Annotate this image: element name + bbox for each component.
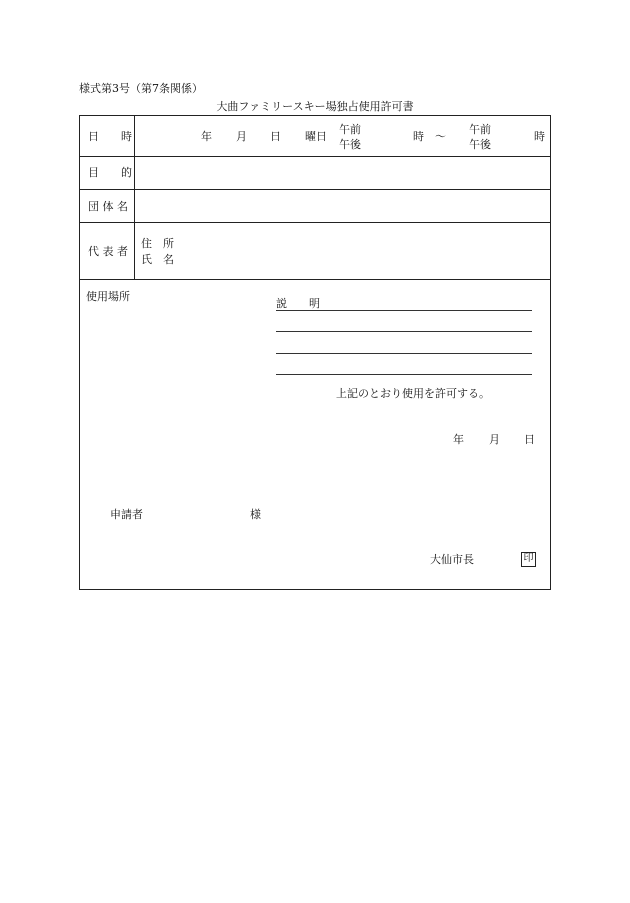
range-tilde: ～ (435, 130, 446, 143)
row-divider (80, 222, 550, 223)
year-unit: 年 (201, 130, 212, 143)
row-divider (80, 156, 550, 157)
seal-mark: 印 (521, 552, 536, 567)
label-column-divider (134, 116, 135, 279)
honorific-sama: 様 (250, 508, 261, 521)
purpose-label: 目 的 (88, 166, 132, 179)
document-title: 大曲ファミリースキー場独占使用許可書 (216, 100, 414, 113)
start-hour-unit: 時 (413, 130, 424, 143)
form-number: 様式第3号（第7条関係） (79, 82, 203, 95)
explanation-line (276, 310, 532, 311)
day-unit: 日 (270, 130, 281, 143)
place-label: 使用場所 (86, 290, 130, 303)
end-pm-label: 午後 (469, 138, 491, 151)
permission-statement: 上記のとおり使用を許可する。 (336, 387, 490, 400)
explanation-label: 説 明 (276, 297, 320, 310)
issue-year-unit: 年 (453, 433, 464, 446)
address-label: 住 所 (141, 237, 174, 250)
weekday-unit: 曜日 (305, 130, 327, 143)
end-am-label: 午前 (469, 123, 491, 136)
issue-day-unit: 日 (524, 433, 535, 446)
group-name-label: 団 体 名 (88, 200, 128, 213)
explanation-line (276, 374, 532, 375)
permission-form (79, 115, 551, 590)
name-label: 氏 名 (141, 253, 174, 266)
explanation-line (276, 331, 532, 332)
explanation-line (276, 353, 532, 354)
mayor-title: 大仙市長 (430, 553, 474, 566)
applicant-label: 申請者 (110, 508, 143, 521)
start-am-label: 午前 (339, 123, 361, 136)
row-divider (80, 189, 550, 190)
datetime-label: 日 時 (88, 130, 132, 143)
representative-label: 代 表 者 (88, 245, 128, 258)
start-pm-label: 午後 (339, 138, 361, 151)
issue-month-unit: 月 (489, 433, 500, 446)
end-hour-unit: 時 (534, 130, 545, 143)
row-divider (80, 279, 550, 280)
month-unit: 月 (236, 130, 247, 143)
